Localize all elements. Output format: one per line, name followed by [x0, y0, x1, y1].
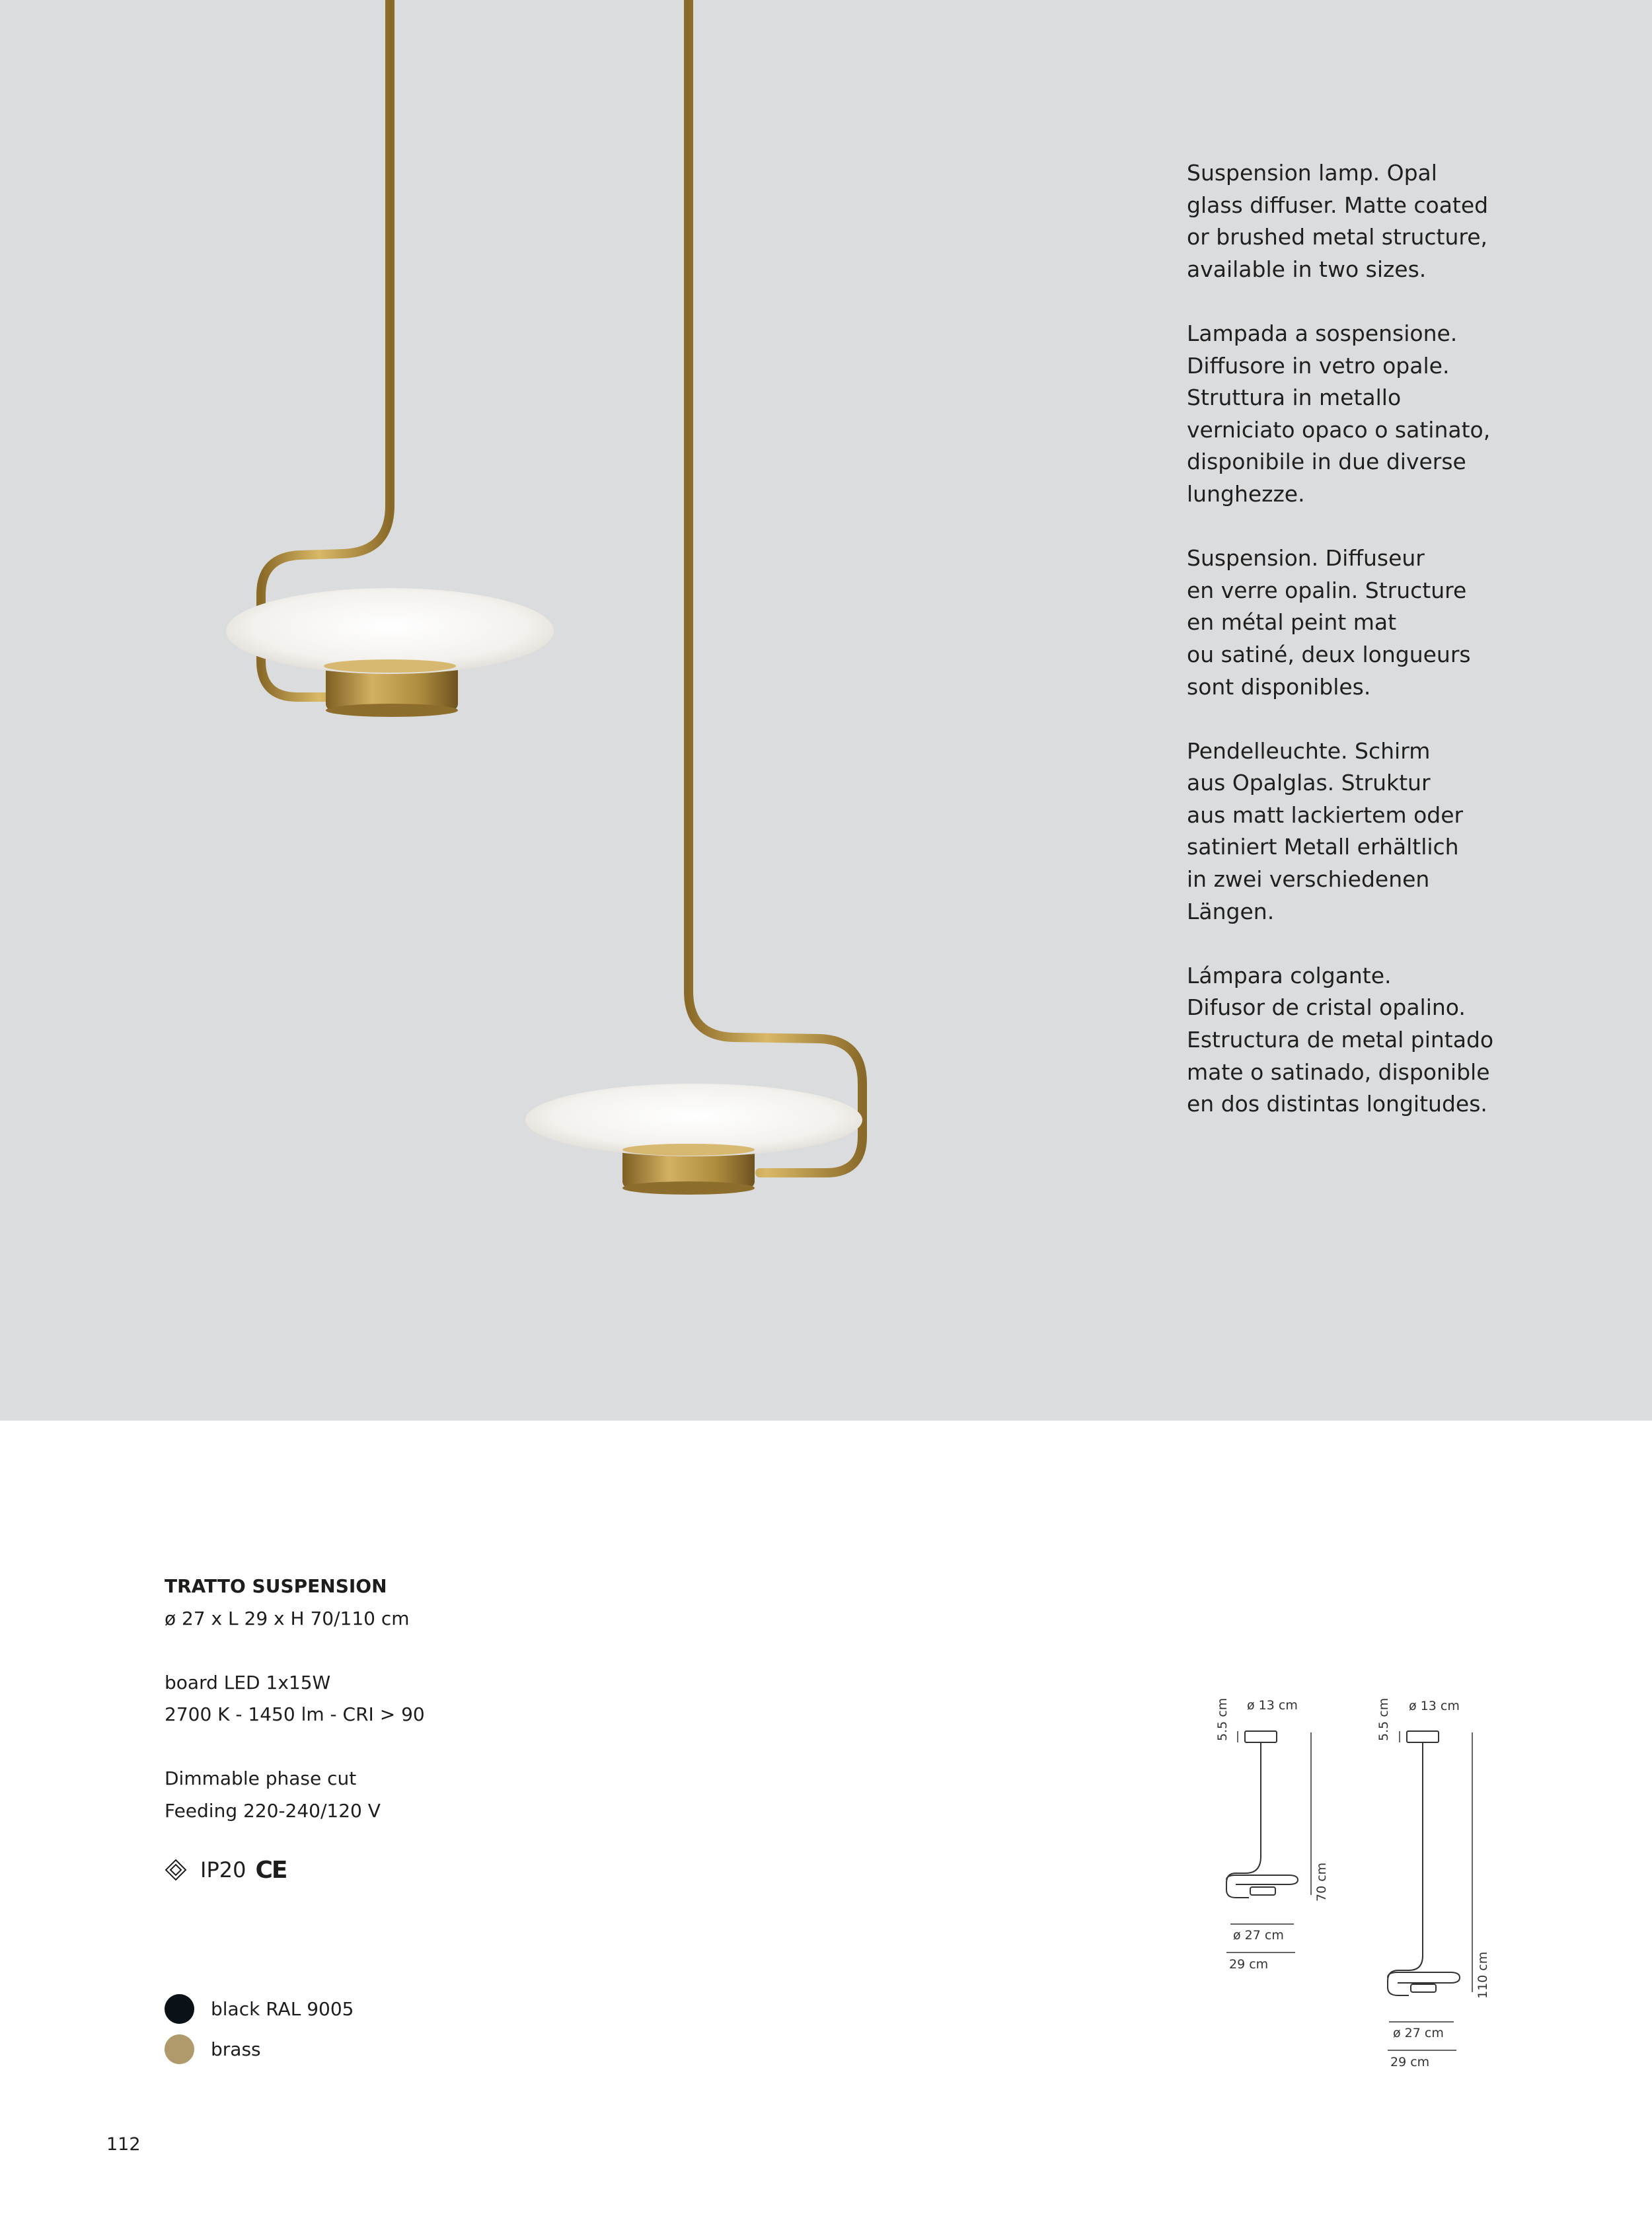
product-title: TRATTO SUSPENSION: [165, 1575, 387, 1597]
drawing-long: [1388, 1731, 1472, 2050]
drawing-short: [1226, 1731, 1311, 1952]
description-spanish: Lámpara colgante. Difusor de cristal opalino. Estructura de metal pintado mate o satinado, disponible en dos distintas longitudes.: [1187, 962, 1494, 1117]
finish-label-black: black RAL 9005: [211, 1998, 354, 2020]
long-height: 110 cm: [1476, 1951, 1490, 1999]
short-lamp: [226, 0, 554, 717]
short-diameter: ø 27 cm: [1233, 1928, 1284, 1943]
light-specs: 2700 K - 1450 lm - CRI > 90: [165, 1703, 425, 1725]
short-length: 29 cm: [1229, 1957, 1269, 1972]
light-source: board LED 1x15W: [165, 1671, 331, 1693]
long-lamp: [525, 0, 862, 1195]
product-description: [1187, 157, 1557, 1152]
finish-options: [165, 1994, 354, 2075]
ip-rating: IP20: [200, 1857, 246, 1882]
ce-mark: CE: [255, 1856, 287, 1884]
technical-specs: [165, 1571, 759, 1827]
black-swatch: [165, 1994, 194, 2024]
feeding-info: Feeding 220-240/120 V: [165, 1799, 381, 1822]
brass-swatch: [165, 2034, 194, 2064]
dimming-info: Dimmable phase cut: [165, 1767, 357, 1789]
short-canopy-height: 5.5 cm: [1215, 1697, 1230, 1741]
long-canopy-diameter: ø 13 cm: [1409, 1699, 1460, 1713]
short-canopy-diameter: ø 13 cm: [1247, 1698, 1298, 1713]
description-english: Suspension lamp. Opal glass diffuser. Matte coated or brushed metal structure, available in two sizes.: [1187, 160, 1489, 282]
finish-label-brass: brass: [211, 2038, 261, 2060]
long-canopy-height: 5.5 cm: [1376, 1697, 1391, 1741]
page-number: 112: [106, 2134, 141, 2155]
long-length: 29 cm: [1390, 2055, 1430, 2069]
long-diameter: ø 27 cm: [1393, 2026, 1444, 2040]
class-ii-diamond-icon: [165, 1859, 187, 1881]
product-dimensions: ø 27 x L 29 x H 70/110 cm: [165, 1607, 410, 1629]
description-french: Suspension. Diffuseur en verre opalin. Structure en métal peint mat ou satiné, deux longueurs sont disponibles.: [1187, 545, 1471, 700]
description-italian: Lampada a sospensione. Diffusore in vetro opale. Struttura in metallo verniciato opaco o satinato, disponibile in due diverse lunghezze.: [1187, 320, 1491, 507]
finish-brass: [165, 2034, 354, 2064]
description-german: Pendelleuchte. Schirm aus Opalglas. Struktur aus matt lackiertem oder satiniert Metall erhältlich in zwei verschiedenen Längen.: [1187, 737, 1464, 924]
certifications: [165, 1855, 286, 1884]
short-height: 70 cm: [1314, 1862, 1329, 1902]
finish-black: [165, 1994, 354, 2024]
